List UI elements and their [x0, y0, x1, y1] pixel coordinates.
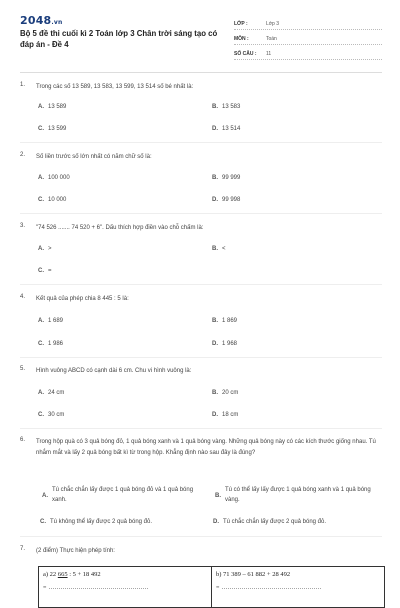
calc-cell-b: [211, 567, 384, 607]
option-text: 13 514: [222, 126, 241, 132]
question-text: "74 526 ....... 74 520 + 6". Dấu thích hợp điền vào chỗ chấm là:: [36, 225, 204, 231]
option-b[interactable]: [212, 246, 226, 252]
option-letter: D.: [213, 519, 219, 525]
option-b[interactable]: [215, 485, 375, 505]
meta-value: 11: [266, 51, 272, 57]
option-text: 20 cm: [222, 390, 239, 396]
option-letter: B.: [212, 175, 218, 181]
option-d[interactable]: [212, 197, 240, 203]
option-letter: C.: [38, 197, 44, 203]
option-b[interactable]: [212, 175, 240, 181]
question-text: (2 điểm) Thực hiện phép tính:: [36, 548, 115, 554]
option-letter: C.: [38, 126, 44, 132]
logo-text: 2048: [20, 14, 52, 27]
option-letter: B.: [212, 318, 218, 324]
meta-row-class: [234, 16, 382, 30]
option-text: 99 999: [222, 175, 241, 181]
option-text: 99 998: [222, 197, 241, 203]
option-c[interactable]: [40, 519, 152, 525]
calc-expression: [43, 571, 101, 578]
option-c[interactable]: [38, 412, 64, 418]
header-divider: [20, 72, 382, 73]
expr-part: a) 22: [43, 571, 58, 578]
calculation-table: [38, 566, 385, 608]
question-divider: [20, 357, 382, 358]
meta-value: Lớp 3: [266, 21, 280, 27]
option-text: 24 cm: [48, 390, 65, 396]
meta-info: [234, 16, 382, 61]
option-text: 100 000: [48, 175, 70, 181]
question-divider: [20, 284, 382, 285]
option-b[interactable]: [212, 104, 240, 110]
option-text: 1 986: [48, 341, 64, 347]
option-letter: A.: [38, 318, 44, 324]
option-text: Tú không thể lấy được 2 quả bóng đỏ.: [50, 519, 153, 525]
option-letter: D.: [212, 197, 218, 203]
option-letter: A.: [42, 493, 48, 499]
option-a[interactable]: [38, 318, 63, 324]
option-d[interactable]: [213, 519, 326, 525]
meta-value: Toán: [266, 36, 277, 42]
question-number: 7.: [20, 546, 26, 552]
calc-cell-a: [39, 567, 211, 607]
question-text: Trong các số 13 589, 13 583, 13 599, 13 514 số bé nhất là:: [36, 84, 194, 90]
question-text: Hình vuông ABCD có cạnh dài 6 cm. Chu vi hình vuông là:: [36, 368, 192, 374]
meta-label: LỚP :: [234, 21, 248, 27]
answer-line[interactable]: = ..................................................: [43, 585, 149, 591]
meta-label: SỐ CÂU :: [234, 51, 257, 57]
option-text: <: [222, 246, 226, 252]
option-letter: C.: [38, 341, 44, 347]
option-text: Tú chắc chắn lấy được 1 quả bóng đỏ và 1 quả bóng xanh.: [52, 487, 194, 503]
option-a[interactable]: [38, 246, 52, 252]
option-c[interactable]: [38, 126, 66, 132]
question-divider: [20, 142, 382, 143]
option-b[interactable]: [212, 318, 237, 324]
option-d[interactable]: [212, 412, 238, 418]
question-number: 2.: [20, 152, 26, 158]
option-letter: B.: [212, 390, 218, 396]
logo-suffix: .vn: [51, 19, 63, 26]
option-letter: B.: [212, 246, 218, 252]
site-logo[interactable]: [20, 14, 62, 27]
option-letter: A.: [38, 246, 44, 252]
meta-label: MÔN :: [234, 36, 249, 42]
expr-part: : 5 + 18 492: [67, 571, 101, 578]
page-header: [20, 14, 382, 58]
expr-underlined: 665: [57, 571, 68, 578]
option-text: 1 968: [222, 341, 238, 347]
option-text: 1 689: [48, 318, 64, 324]
option-a[interactable]: [38, 175, 70, 181]
question-text: Kết quả của phép chia 8 445 : 5 là:: [36, 296, 129, 302]
option-text: 18 cm: [222, 412, 239, 418]
question-number: 1.: [20, 82, 26, 88]
option-letter: A.: [38, 104, 44, 110]
option-c[interactable]: [38, 341, 63, 347]
option-text: 1 869: [222, 318, 238, 324]
document-title: Bộ 5 đề thi cuối kì 2 Toán lớp 3 Chân trời sáng tạo có đáp án - Đề 4: [20, 29, 218, 49]
option-a[interactable]: [42, 485, 202, 505]
option-text: 10 000: [48, 197, 67, 203]
option-text: 13 599: [48, 126, 67, 132]
option-a[interactable]: [38, 390, 64, 396]
option-letter: A.: [38, 390, 44, 396]
expr-part: b) 71 389 – 61 882 + 28 492: [216, 571, 291, 578]
answer-line[interactable]: = ..................................................: [216, 585, 322, 591]
option-letter: D.: [212, 126, 218, 132]
option-text: 13 583: [222, 104, 241, 110]
calc-expression: [216, 571, 290, 578]
question-number: 4.: [20, 294, 26, 300]
option-letter: B.: [212, 104, 218, 110]
option-text: =: [48, 268, 52, 274]
option-text: >: [48, 246, 52, 252]
meta-row-count: [234, 46, 382, 60]
option-c[interactable]: [38, 197, 66, 203]
option-letter: D.: [212, 341, 218, 347]
option-b[interactable]: [212, 390, 238, 396]
option-d[interactable]: [212, 341, 237, 347]
option-letter: C.: [38, 268, 44, 274]
option-text: Tú chắc chắn lấy được 2 quả bóng đỏ.: [223, 519, 327, 525]
question-text: Số liền trước số lớn nhất có năm chữ số là:: [36, 154, 152, 160]
question-number: 3.: [20, 223, 26, 229]
option-letter: B.: [215, 493, 221, 499]
option-c[interactable]: [38, 268, 52, 274]
option-d[interactable]: [212, 126, 240, 132]
option-text: 13 589: [48, 104, 67, 110]
question-divider: [20, 428, 382, 429]
question-text: Trong hộp quà có 3 quả bóng đỏ, 1 quả bóng xanh và 1 quả bóng vàng. Những quả bóng này có các kích thước giống nhau. Tú nhắm mắt và lấy 2 quả bóng bất kì từ trong hộp. Khẳng định nào sau đây là đúng?: [36, 439, 376, 456]
option-text: 30 cm: [48, 412, 65, 418]
option-letter: C.: [40, 519, 46, 525]
option-letter: D.: [212, 412, 218, 418]
option-letter: A.: [38, 175, 44, 181]
question-divider: [20, 213, 382, 214]
question-number: 5.: [20, 366, 26, 372]
option-text: Tú có thể lấy lấy được 1 quả bóng xanh và 1 quả bóng vàng.: [225, 487, 371, 503]
meta-row-subject: [234, 31, 382, 45]
option-letter: C.: [38, 412, 44, 418]
option-a[interactable]: [38, 104, 66, 110]
question-number: 6.: [20, 437, 26, 443]
question-divider: [20, 536, 382, 537]
